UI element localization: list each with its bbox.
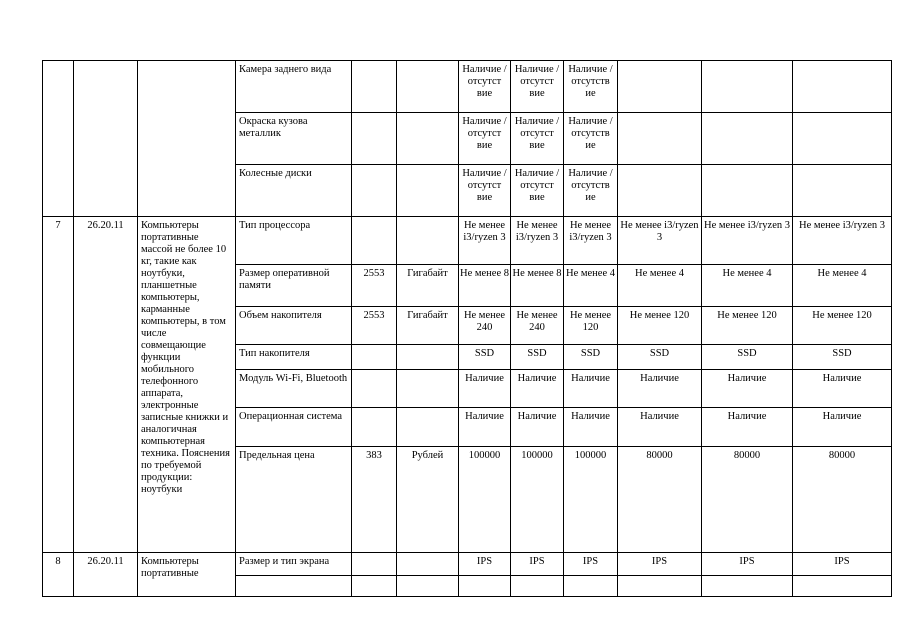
value-cell: Не менее 4: [793, 265, 892, 307]
okei-cell: [352, 553, 397, 576]
value-cell: Наличие: [793, 408, 892, 447]
characteristic-cell: Тип накопителя: [236, 345, 352, 370]
value-cell: [702, 113, 793, 165]
value-cell: [702, 165, 793, 217]
value-cell: 80000: [618, 447, 702, 553]
code-cell: [74, 61, 138, 217]
value-cell: Не менее i3/ryzen 3: [618, 217, 702, 265]
value-cell: Не менее 120: [564, 307, 618, 345]
row-number-cell: 7: [43, 217, 74, 553]
value-cell: Не менее 8: [459, 265, 511, 307]
table-row: [43, 61, 892, 113]
value-cell: IPS: [564, 553, 618, 576]
value-cell: [793, 576, 892, 597]
value-cell: Не менее 4: [618, 265, 702, 307]
description-cell: Компьютеры портативные массой не более 10 кг, такие как ноутбуки, планшетные компьютеры, карманные компьютеры, в том числе совмещающие функции мобильного телефонного аппарата, электронные записные книжки и аналогичная компьютерная техника. Пояснения по требуемой продукции: ноутбуки: [138, 217, 236, 553]
okei-cell: [352, 576, 397, 597]
okei-cell: [352, 61, 397, 113]
value-cell: Наличие: [702, 408, 793, 447]
value-cell: Не менее i3/ryzen 3: [564, 217, 618, 265]
okei-cell: [352, 165, 397, 217]
value-cell: SSD: [702, 345, 793, 370]
value-cell: Не менее i3/ryzen 3: [702, 217, 793, 265]
value-cell: SSD: [459, 345, 511, 370]
value-cell: Не менее i3/ryzen 3: [793, 217, 892, 265]
value-cell: [618, 113, 702, 165]
value-cell: IPS: [793, 553, 892, 576]
value-cell: Наличие /отсутст вие: [511, 165, 564, 217]
value-cell: IPS: [459, 553, 511, 576]
characteristic-cell: Камера заднего вида: [236, 61, 352, 113]
value-cell: [618, 165, 702, 217]
value-cell: [793, 61, 892, 113]
value-cell: Наличие: [618, 370, 702, 408]
value-cell: Наличие /отсутст вие: [459, 113, 511, 165]
value-cell: Не менее 120: [618, 307, 702, 345]
value-cell: Наличие: [511, 370, 564, 408]
value-cell: Наличие: [564, 370, 618, 408]
table-row: [43, 217, 892, 265]
value-cell: IPS: [511, 553, 564, 576]
unit-cell: [397, 408, 459, 447]
value-cell: Наличие: [511, 408, 564, 447]
unit-cell: [397, 113, 459, 165]
value-cell: [618, 61, 702, 113]
value-cell: Не менее i3/ryzen 3: [511, 217, 564, 265]
value-cell: Не менее i3/ryzen 3: [459, 217, 511, 265]
unit-cell: [397, 165, 459, 217]
value-cell: [564, 576, 618, 597]
okei-cell: [352, 370, 397, 408]
value-cell: [702, 576, 793, 597]
value-cell: Не менее 4: [564, 265, 618, 307]
row-number-cell: [43, 61, 74, 217]
unit-cell: Гигабайт: [397, 265, 459, 307]
unit-cell: Гигабайт: [397, 307, 459, 345]
row-number-cell: 8: [43, 553, 74, 597]
value-cell: [459, 576, 511, 597]
value-cell: SSD: [511, 345, 564, 370]
value-cell: 100000: [564, 447, 618, 553]
characteristic-cell: [236, 576, 352, 597]
okei-cell: [352, 408, 397, 447]
characteristic-cell: Модуль Wi-Fi, Bluetooth: [236, 370, 352, 408]
description-cell: [138, 61, 236, 217]
value-cell: IPS: [618, 553, 702, 576]
unit-cell: [397, 217, 459, 265]
value-cell: 100000: [511, 447, 564, 553]
unit-cell: [397, 553, 459, 576]
value-cell: Не менее 240: [459, 307, 511, 345]
value-cell: Наличие: [793, 370, 892, 408]
value-cell: IPS: [702, 553, 793, 576]
okei-cell: [352, 217, 397, 265]
okei-cell: [352, 113, 397, 165]
value-cell: SSD: [793, 345, 892, 370]
okei-cell: 2553: [352, 307, 397, 345]
value-cell: 100000: [459, 447, 511, 553]
document-page: [42, 60, 892, 597]
value-cell: Не менее 4: [702, 265, 793, 307]
characteristic-cell: Размер и тип экрана: [236, 553, 352, 576]
characteristic-cell: Тип процессора: [236, 217, 352, 265]
characteristic-cell: Размер оперативной памяти: [236, 265, 352, 307]
table-row: [43, 553, 892, 576]
value-cell: Не менее 240: [511, 307, 564, 345]
value-cell: Наличие /отсутст вие: [511, 113, 564, 165]
value-cell: Не менее 120: [702, 307, 793, 345]
value-cell: [793, 113, 892, 165]
unit-cell: [397, 576, 459, 597]
value-cell: 80000: [702, 447, 793, 553]
value-cell: Наличие /отсутств ие: [564, 165, 618, 217]
okei-cell: 383: [352, 447, 397, 553]
characteristic-cell: Колесные диски: [236, 165, 352, 217]
code-cell: 26.20.11: [74, 553, 138, 597]
requirements-table: [42, 60, 892, 597]
value-cell: Наличие: [459, 408, 511, 447]
value-cell: [511, 576, 564, 597]
okei-cell: [352, 345, 397, 370]
unit-cell: [397, 370, 459, 408]
value-cell: Не менее 8: [511, 265, 564, 307]
value-cell: Наличие: [618, 408, 702, 447]
value-cell: Наличие /отсутст вие: [459, 165, 511, 217]
characteristic-cell: Предельная цена: [236, 447, 352, 553]
characteristic-cell: Окраска кузова металлик: [236, 113, 352, 165]
value-cell: Наличие: [459, 370, 511, 408]
value-cell: [793, 165, 892, 217]
value-cell: Не менее 120: [793, 307, 892, 345]
value-cell: Наличие: [564, 408, 618, 447]
value-cell: Наличие /отсутст вие: [511, 61, 564, 113]
code-cell: 26.20.11: [74, 217, 138, 553]
value-cell: SSD: [564, 345, 618, 370]
value-cell: Наличие /отсутств ие: [564, 113, 618, 165]
unit-cell: Рублей: [397, 447, 459, 553]
characteristic-cell: Объем накопителя: [236, 307, 352, 345]
unit-cell: [397, 345, 459, 370]
value-cell: SSD: [618, 345, 702, 370]
value-cell: Наличие /отсутст вие: [459, 61, 511, 113]
value-cell: 80000: [793, 447, 892, 553]
value-cell: Наличие /отсутств ие: [564, 61, 618, 113]
unit-cell: [397, 61, 459, 113]
description-cell: Компьютеры портативные: [138, 553, 236, 597]
characteristic-cell: Операционная система: [236, 408, 352, 447]
value-cell: Наличие: [702, 370, 793, 408]
okei-cell: 2553: [352, 265, 397, 307]
value-cell: [702, 61, 793, 113]
value-cell: [618, 576, 702, 597]
